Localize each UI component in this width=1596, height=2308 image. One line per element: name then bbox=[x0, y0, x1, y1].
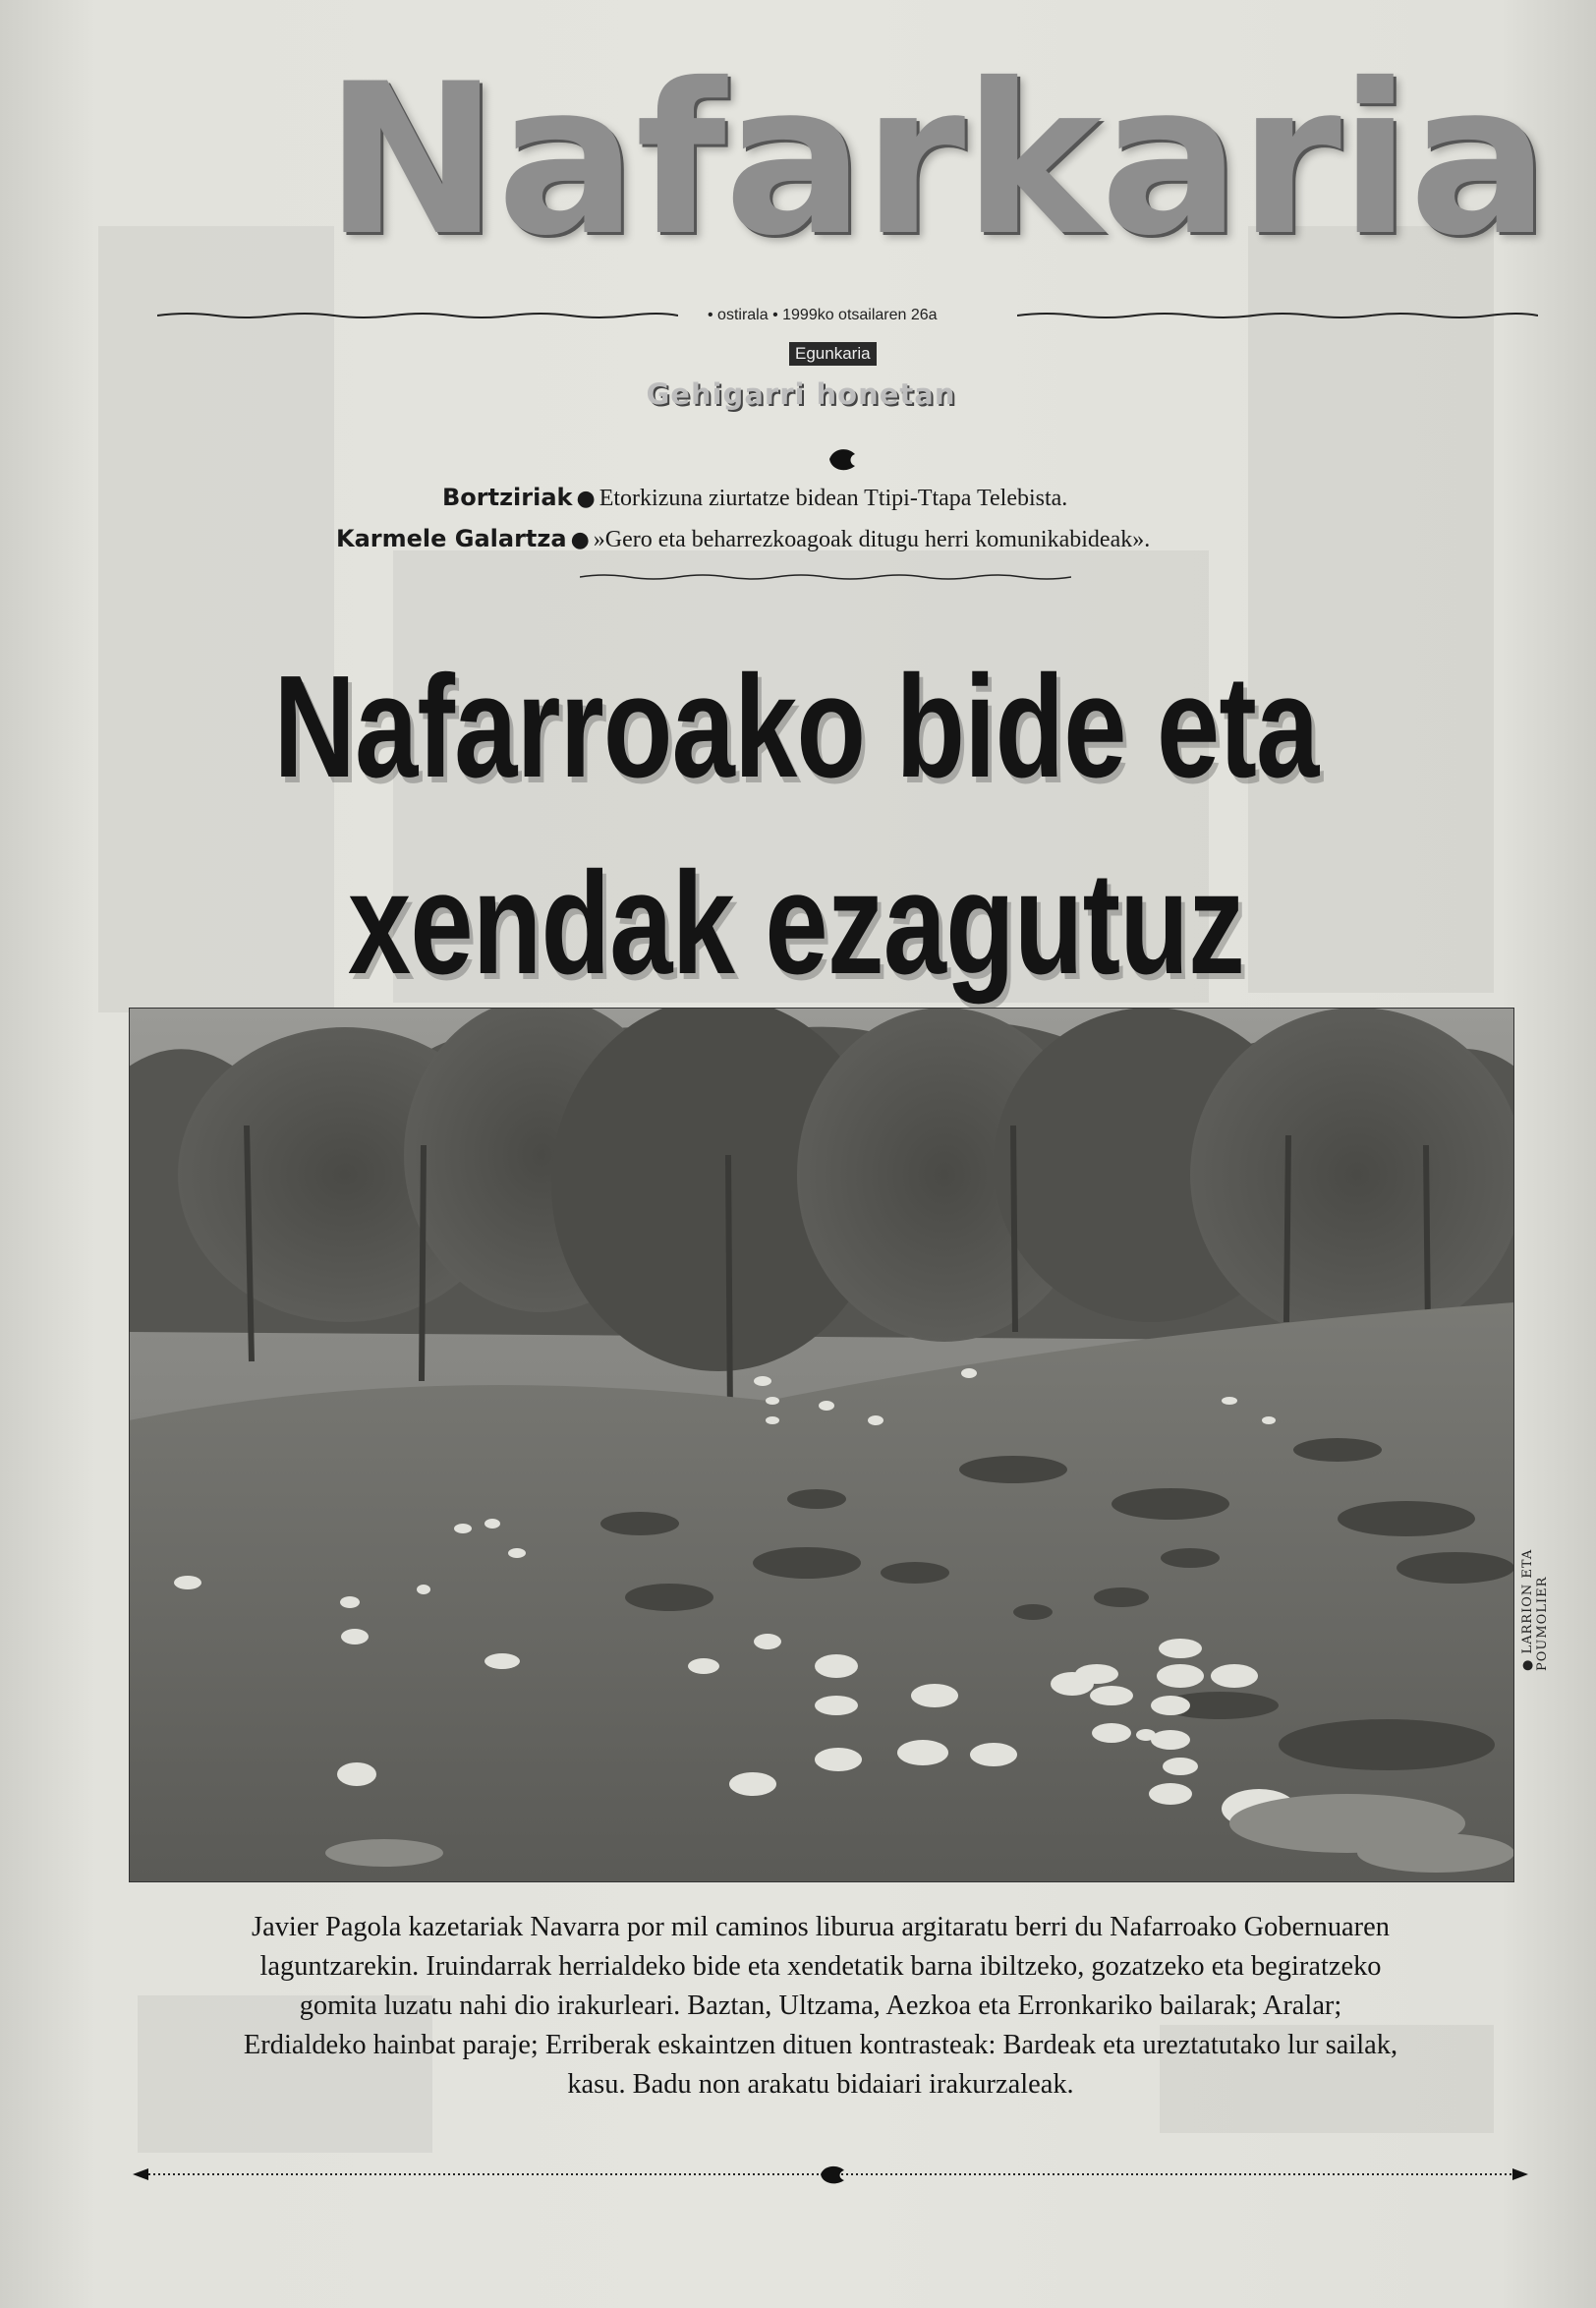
teaser-name: Karmele Galartza bbox=[336, 525, 567, 552]
teaser-bortziriak bbox=[442, 484, 1523, 512]
headline-line-2: xendak ezagutuz bbox=[347, 842, 1245, 1005]
teaser-name: Bortziriak bbox=[442, 484, 573, 511]
forest-photo bbox=[129, 1008, 1514, 1882]
wavy-rule-small bbox=[580, 572, 1071, 582]
teaser-karmele bbox=[336, 525, 1417, 553]
supplement-title: Gehigarri honetan bbox=[646, 377, 956, 411]
caption-line: kasu. Badu non arakatu bidaiari irakurzaleak. bbox=[567, 2068, 1074, 2100]
bullet-icon: ● bbox=[576, 487, 596, 511]
caption-line: gomita luzatu nahi dio irakurleari. Baztan, Ultzama, Aezkoa eta Erronkariko bailarak; Aralar; bbox=[299, 1990, 1342, 2021]
teaser-text: »Gero eta beharrezkoagoak ditugu herri komunikabideak». bbox=[593, 527, 1151, 552]
dateline: • ostirala • 1999ko otsailaren 26a bbox=[708, 307, 938, 323]
masthead bbox=[324, 28, 1548, 293]
masthead-title: Nafarkaria bbox=[324, 38, 1548, 281]
bottom-ornament-rule bbox=[133, 2163, 1528, 2186]
caption-line: laguntzarekin. Iruindarrak herrialdeko bide eta xendetatik barna ibiltzeko, gozatzeko eta begiratzeko bbox=[259, 1950, 1382, 1982]
wavy-rule-right bbox=[1017, 311, 1538, 320]
forest-photo-image bbox=[129, 1008, 1514, 1882]
egunkaria-badge: Egunkaria bbox=[789, 342, 877, 366]
ornament-icon bbox=[826, 444, 859, 474]
caption-line: Javier Pagola kazetariak Navarra por mil caminos liburua argitaratu berri du Nafarroako Gobernuaren bbox=[252, 1911, 1390, 1942]
teaser-text: Etorkizuna ziurtatze bidean Ttipi-Ttapa Telebista. bbox=[598, 486, 1068, 511]
photo-caption bbox=[142, 1907, 1500, 2104]
wavy-rule-left bbox=[157, 311, 678, 320]
bullet-icon: ● bbox=[570, 528, 590, 552]
caption-line: Erdialdeko hainbat paraje; Erriberak eskaintzen dituen kontrasteak: Bardeak eta ureztatutako lur sailak, bbox=[243, 2029, 1398, 2060]
headline-line-1: Nafarroako bide eta bbox=[273, 646, 1319, 808]
photo-credit: ● LARRION ETA POUMOLIER bbox=[1520, 1548, 1550, 1671]
